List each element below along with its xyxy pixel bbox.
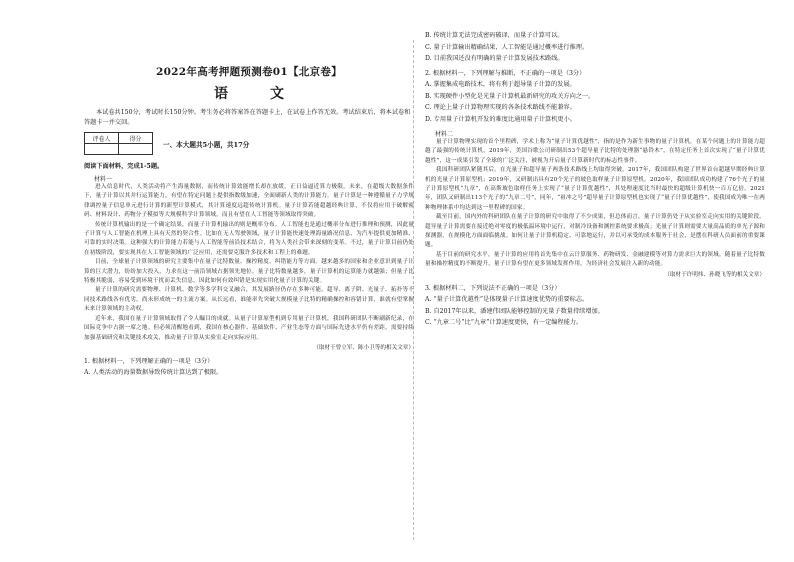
question-2-option-b: B. 实现硬件小型化是光量子计算机最新研究的攻关方向之一。 <box>425 92 595 100</box>
right-column <box>425 30 765 329</box>
material-1-paragraph: 目前，全球量子计算领域的研究主要集中在量子比特数量、操控精度、纠错能力等方面。越来越多的国家和企业意识到量子计算的巨大潜力，纷纷加大投入，力求在这一前沿领域占据领先地位。量子比特数量越多，量子计算机的运算能力就越强；但量子比特极其脆弱，容易受到环境干扰而丢失信息，因此如何有效纠错是实现实用化量子计算的关键。 <box>84 259 414 285</box>
question-2-option-a: A. 掌握集成电路技术，将有利于超导量子计算的发展。 <box>425 81 576 88</box>
material-2-paragraph: 基于目前的研究水平，量子计算的应用将首先集中在云计算服务、药物研发、金融建模等对算力需求巨大的领域。随着量子比特数量和操控精度的不断提升，量子计算有望在更多领域发挥作用，为经济社会发展注入新的动能。 <box>425 251 765 268</box>
score-table-score-blank <box>119 144 153 155</box>
material-2-paragraph: 截至目前，国内外的科研团队在量子计算的研究中取得了不少成果，但总体而言，量子计算仍处于从实验室走向实用的关键阶段。超导量子计算需要在接近绝对零度的极低温环境中运行，对制冷设备和测控系统要求极高；光量子计算则需要大量高品质的单光子源和探测器，在规模化方面面临挑战。如何让量子计算机稳定、可靠地运行，并以可承受的成本服务于社会，是摆在科研人员面前的重要课题。 <box>425 214 765 249</box>
material-1-source: （取材于曾立军、陈小卫等的相关文章） <box>313 344 414 351</box>
score-table-grader-blank <box>85 144 119 155</box>
question-2-option-d: D. 专用量子计算机开发的难度比通用量子计算机更小。 <box>425 115 576 123</box>
left-column <box>84 30 414 379</box>
reading-prompt: 阅读下面材料，完成1-5题。 <box>84 163 164 170</box>
material-1-label: 材料一 <box>94 176 113 183</box>
question-3-stem: 3. 根据材料二，下列说法不正确的一项是（3分） <box>425 284 561 292</box>
score-row <box>84 132 414 155</box>
question-2-stem: 2. 根据材料一，下列理解与推断，不正确的一项是（3分） <box>425 69 586 77</box>
question-1-stem: 1. 根据材料一，下列理解正确的一项是（3分） <box>84 357 214 365</box>
material-1-paragraph: 进入信息时代，人类活动将产生海量数据，而传统计算效能增长却在放缓，正日益逼近算力极限。未来，在超级大数据条件下，量子计算以其并行运算能力，有望在特定问题上提供指数级加速，全面刷新人类的计算能力。量子计算是一种遵循量子力学规律调控量子信息单元进行计算的新型计算模式，其计算速度远超传统计算机。量子计算若能超越经典计算，不仅将应用于破解密码、材料设计、药物分子模拟等大规模科学计算领域，而且有望在人工智能等领域取得突破。 <box>84 184 414 219</box>
score-table-score: 得分 <box>119 133 153 144</box>
question-1-option-d: D. 目前我国还没有明确的量子计算发展技术路线。 <box>425 55 564 62</box>
question-1-option-b: B. 传统计算无法完成密码破译，而量子计算可以。 <box>425 32 564 39</box>
score-table <box>84 132 153 155</box>
question-1-option-a: A. 人类活动的海量数据导致传统计算达到了极限。 <box>84 369 223 377</box>
exam-instructions: 本试卷共150分，考试时长150分钟。考生务必将答案答在答题卡上，在试卷上作答无效。考试结束后，将本试卷和答题卡一并交回。 <box>84 109 411 126</box>
subject-title: 语 文 <box>214 86 298 102</box>
question-2-option-c: C. 理论上量子计算物理实现的各条技术路线不能兼容。 <box>425 104 576 111</box>
question-3-option-c: C. “九章二号”比“九章”计算速度更快，有一定编程能力。 <box>425 319 583 327</box>
material-2-paragraph: 我国科研团队紧随其后，在光量子和超导量子两条技术路线上均取得突破。2017年，我国团队构建了世界首台超越早期经典计算机的光量子计算原型机；2019年，又研制出具有20个光子的玻色取样量子计算原型机。2020年，我国团队成功构建了76个光子的量子计算原型机“九章”，在高斯玻色取样任务上实现了“量子计算优越性”，其处理速度比当时最快的超级计算机快一百万亿倍。2021年，团队又研制出113个光子的“九章二号”，同年，“祖冲之号”超导量子计算原型机也实现了“量子计算优越性”，使我国成为唯一在两种物理体系中均达到这一里程碑的国家。 <box>425 167 765 211</box>
material-2-paragraph: 量子计算物理实现的首个里程碑，学术上称为“量子计算优越性”，指的是作为新生事物的量子计算机，在某个问题上的计算能力超越了最强的传统计算机。2019年，美国谷歌公司研制出53个超导量子比特的处理器“悬铃木”，在特定任务上首次实现了“量子计算优越性”，这一成果引发了全球的广泛关注，被视为开启量子计算新时代的标志性事件。 <box>425 139 765 164</box>
material-1-paragraph: 近年来，我国在量子计算领域取得了令人瞩目的成就。从量子计算原型机到专用量子计算机，我国科研团队不断刷新纪录，在国际竞争中占据一席之地。但必须清醒地看到，我国在核心器件、基础软件、产业生态等方面与国际先进水平仍有差距，需要持续加强基础研究和关键技术攻关，推动量子计算从实验室走向实际应用。 <box>84 315 414 341</box>
question-3-option-b: B. 自2017年以来，潘建伟团队能够控制的光量子数量持续增加。 <box>425 307 604 315</box>
material-1-paragraph: 传统计算机输出的是一个确定结果，而量子计算机输出的则是概率分布。人工智能也是通过概率分布进行推理和预测，因此量子计算与人工智能在机理上具有天然的契合性。比如在无人驾驶领域，量子计算能快速处理海量路况信息，为汽车提供更加精准、可靠的实时决策。这种强大的计算能力若能与人工智能等前沿技术结合，将为人类社会带来深刻的变革。不过，量子计算目前仍处在初级阶段，要实现其在人工智能领域的广泛应用，还需要克服许多技术和工程上的难题。 <box>84 221 414 256</box>
exam-title: 2022年高考押题预测卷01【北京卷】 <box>155 66 343 78</box>
material-2-label: 材料二 <box>435 131 454 138</box>
section-heading: 一、本大题共5小题，共17分 <box>163 140 250 149</box>
material-2-source: （取材于许明炜、孙晓飞等的相关文章） <box>664 271 765 278</box>
score-table-grader: 评卷人 <box>85 133 119 144</box>
question-1-option-c: C. 量子计算输出精确结果，人工智能是通过概率进行推理。 <box>425 43 589 51</box>
material-1-paragraph: 量子计算的研究需要物理、计算机、数学等多学科交叉融合，其发展路径仍存在多种可能。超导、离子阱、光量子、拓扑等不同技术路线各有优劣，尚未形成统一的主流方案。从长远看，谁能率先突破大规模量子比特的精确操控和容错计算，谁就有望掌握未来计算领域的主动权。 <box>84 287 414 313</box>
question-3-option-a: A. “量子计算优越性”是体现量子计算速度优势的重要标志。 <box>425 296 589 304</box>
